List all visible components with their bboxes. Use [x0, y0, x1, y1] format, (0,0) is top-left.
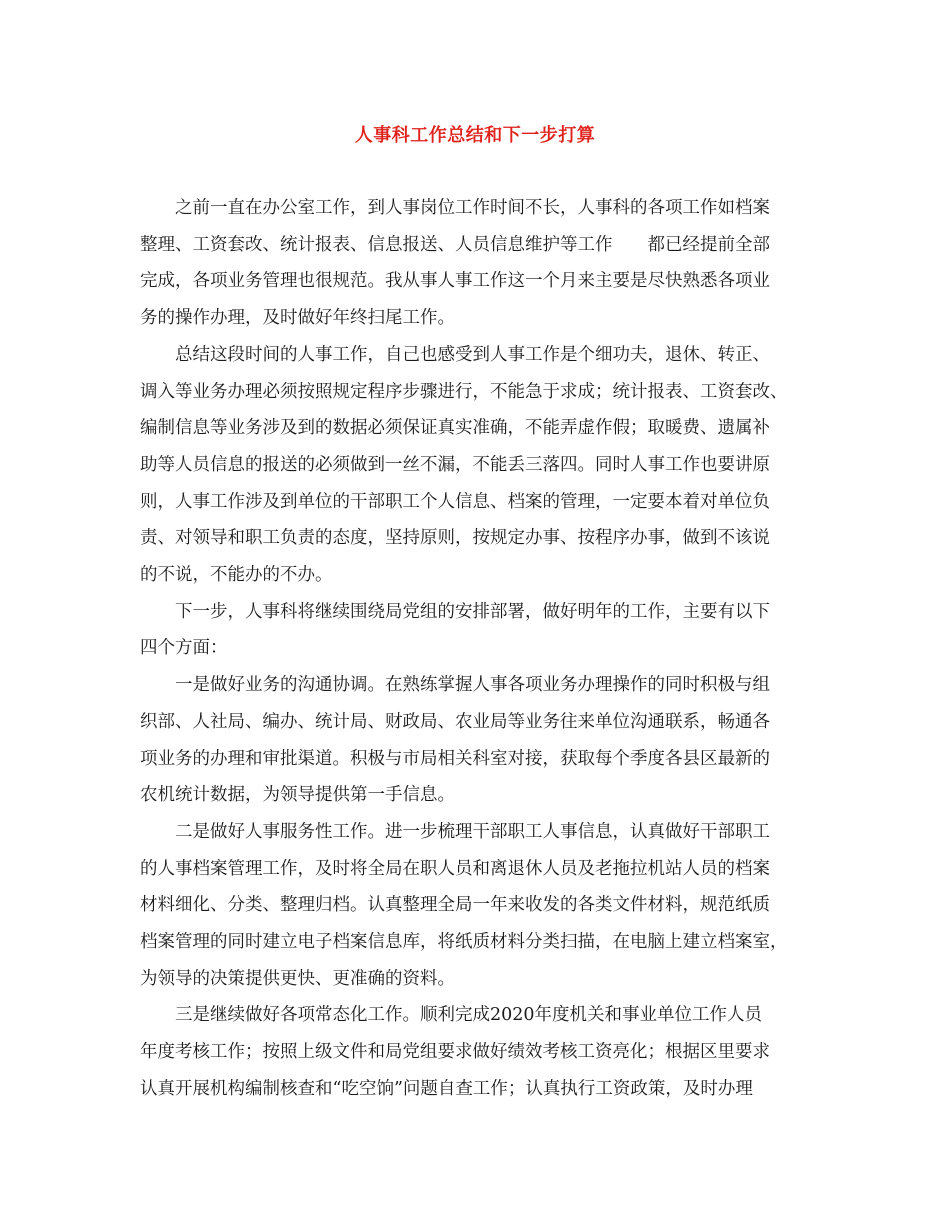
paragraph-line: 档案管理的同时建立电子档案信息库，将纸质材料分类扫描，在电脑上建立档案室，: [140, 932, 788, 953]
paragraph-line: 年度考核工作；按照上级文件和局党组要求做好绩效考核工资亮化；根据区里要求: [140, 1042, 770, 1063]
paragraph-line: 之前一直在办公室工作，到人事岗位工作时间不长，人事科的各项工作如档案: [175, 198, 770, 218]
paragraph-line: 农机统计数据，为领导提供第一手信息。: [140, 785, 455, 806]
paragraph-line: 的人事档案管理工作，及时将全局在职人员和离退休人员及老拖拉机站人员的档案: [140, 858, 770, 879]
paragraph-line: 材料细化、分类、整理归档。认真整理全局一年来收发的各类文件材料，规范纸质: [140, 895, 770, 916]
paragraph-line: 完成，各项业务管理也很规范。我从事人事工作这一个月来主要是尽快熟悉各项业: [140, 271, 770, 292]
paragraph-line: 项业务的办理和审批渠道。积极与市局相关科室对接，获取每个季度各县区最新的: [140, 748, 770, 769]
paragraph: [140, 190, 820, 337]
paragraph-line: 总结这段时间的人事工作，自己也感受到人事工作是个细功夫，退休、转正、: [175, 344, 770, 365]
document-body: [140, 190, 820, 1108]
paragraph-line: 的不说，不能办的不办。: [140, 565, 333, 586]
paragraph-line: 四个方面：: [140, 638, 228, 659]
document-title: 人事科工作总结和下一步打算: [354, 125, 596, 146]
paragraph-line: 助等人员信息的报送的必须做到一丝不漏，不能丢三落四。同时人事工作也要讲原: [140, 454, 770, 475]
paragraph: [140, 337, 820, 594]
paragraph-line: 认真开展机构编制核查和“吃空饷”问题自查工作；认真执行工资政策，及时办理: [140, 1078, 753, 1099]
paragraph-line: 织部、人社局、编办、统计局、财政局、农业局等业务往来单位沟通联系，畅通各: [140, 711, 770, 732]
paragraph-line: 一是做好业务的沟通协调。在熟练掌握人事各项业务办理操作的同时积极与组: [175, 675, 770, 696]
paragraph-line: 三是继续做好各项常态化工作。顺利完成2020年度机关和事业单位工作人员: [175, 1005, 763, 1026]
paragraph: [140, 667, 820, 814]
paragraph-line: 为领导的决策提供更快、更准确的资料。: [140, 968, 455, 989]
paragraph-line: 整理、工资套改、统计报表、信息报送、人员信息维护等工作 都已经提前全部: [140, 234, 770, 255]
paragraph-line: 调入等业务办理必须按照规定程序步骤进行，不能急于求成；统计报表、工资套改、: [140, 381, 788, 402]
paragraph-line: 务的操作办理，及时做好年终扫尾工作。: [140, 308, 455, 329]
paragraph-line: 责、对领导和职工负责的态度，坚持原则，按规定办事、按程序办事，做到不该说: [140, 528, 770, 549]
paragraph-line: 则，人事工作涉及到单位的干部职工个人信息、档案的管理，一定要本着对单位负: [140, 491, 770, 512]
paragraph-line: 编制信息等业务涉及到的数据必须保证真实准确，不能弄虚作假；取暖费、遗属补: [140, 418, 770, 439]
paragraph-line: 下一步，人事科将继续围绕局党组的安排部署，做好明年的工作，主要有以下: [175, 601, 770, 622]
paragraph: [140, 997, 820, 1107]
paragraph: [140, 594, 820, 667]
paragraph: [140, 814, 820, 998]
paragraph-line: 二是做好人事服务性工作。进一步梳理干部职工人事信息，认真做好干部职工: [175, 821, 770, 842]
